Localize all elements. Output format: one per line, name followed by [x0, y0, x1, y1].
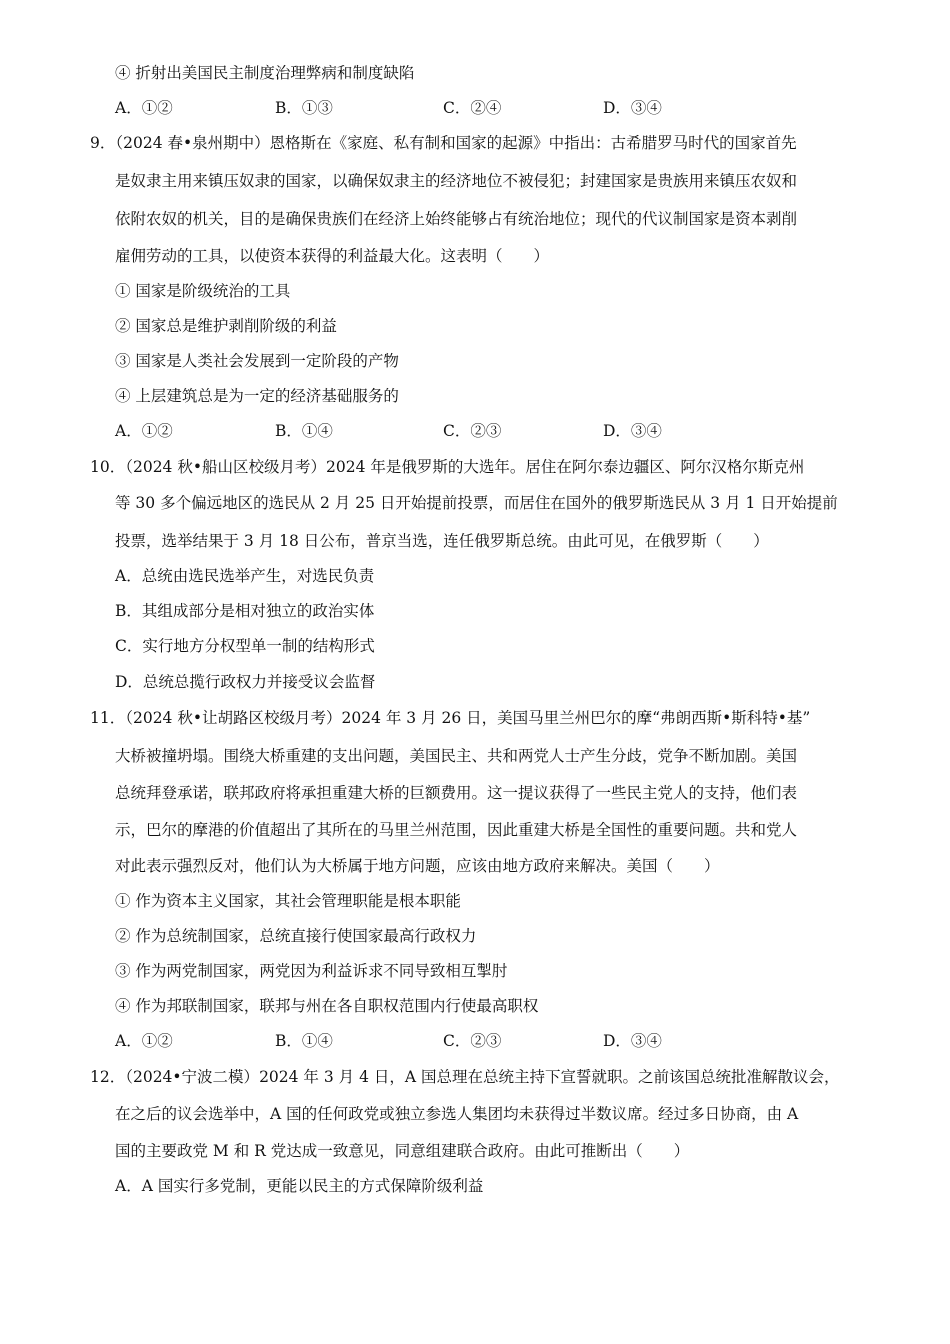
q9-option-b[interactable]: B．①④ [275, 422, 333, 440]
q8-option-d[interactable]: D．③④ [603, 99, 662, 117]
q10-stem-line-1: 10．（2024 秋•船山区校级月考）2024 年是俄罗斯的大选年。居住在阿尔泰边疆区、阿尔汉格尔斯克州 [90, 458, 805, 476]
q9-stem-line-4: 雇佣劳动的工具，以使资本获得的利益最大化。这表明（ ） [115, 247, 550, 265]
q9-item-4: ④ 上层建筑总是为一定的经济基础服务的 [115, 387, 399, 405]
q9-stem-line-2: 是奴隶主用来镇压奴隶的国家，以确保奴隶主的经济地位不被侵犯；封建国家是贵族用来镇压农奴和 [115, 172, 798, 190]
q10-stem-line-3: 投票，选举结果于 3 月 18 日公布，普京当选，连任俄罗斯总统。由此可见，在俄罗斯（ ） [115, 532, 769, 550]
q10-option-c[interactable]: C．实行地方分权型单一制的结构形式 [115, 637, 375, 655]
q10-option-d[interactable]: D．总统总揽行政权力并接受议会监督 [115, 673, 376, 691]
q11-stem-line-5: 对此表示强烈反对，他们认为大桥属于地方问题，应该由地方政府来解决。美国（ ） [115, 857, 720, 875]
q12-stem-line-3: 国的主要政党 M 和 R 党达成一致意见，同意组建联合政府。由此可推断出（ ） [115, 1142, 690, 1160]
q9-item-2: ② 国家总是维护剥削阶级的利益 [115, 317, 337, 335]
q11-option-b[interactable]: B．①④ [275, 1032, 333, 1050]
q11-stem-line-4: 示，巴尔的摩港的价值超出了其所在的马里兰州范围，因此重建大桥是全国性的重要问题。共和党人 [115, 821, 798, 839]
q12-option-a[interactable]: A．A 国实行多党制，更能以民主的方式保障阶级利益 [115, 1177, 484, 1195]
q11-item-3: ③ 作为两党制国家，两党因为利益诉求不同导致相互掣肘 [115, 962, 508, 980]
q12-stem-line-1: 12．（2024•宁波二模）2024 年 3 月 4 日，A 国总理在总统主持下宣誓就职。之前该国总统批准解散议会， [90, 1068, 840, 1086]
q8-option-b[interactable]: B．①③ [275, 99, 333, 117]
q11-option-a[interactable]: A．①② [115, 1032, 173, 1050]
q12-stem-line-2: 在之后的议会选举中，A 国的任何政党或独立参选人集团均未获得过半数议席。经过多日协商，由 A [115, 1105, 799, 1123]
q11-item-4: ④ 作为邦联制国家，联邦与州在各自职权范围内行使最高职权 [115, 997, 539, 1015]
q9-option-d[interactable]: D．③④ [603, 422, 662, 440]
q11-stem-line-3: 总统拜登承诺，联邦政府将承担重建大桥的巨额费用。这一提议获得了一些民主党人的支持，他们表 [115, 784, 798, 802]
q10-option-b[interactable]: B．其组成部分是相对独立的政治实体 [115, 602, 375, 620]
q11-option-c[interactable]: C．②③ [443, 1032, 502, 1050]
q8-option-c[interactable]: C．②④ [443, 99, 502, 117]
q8-item-4: ④ 折射出美国民主制度治理弊病和制度缺陷 [115, 64, 415, 82]
q11-item-1: ① 作为资本主义国家，其社会管理职能是根本职能 [115, 892, 461, 910]
q9-item-1: ① 国家是阶级统治的工具 [115, 282, 291, 300]
q9-option-c[interactable]: C．②③ [443, 422, 502, 440]
q11-stem-line-1: 11．（2024 秋•让胡路区校级月考）2024 年 3 月 26 日，美国马里兰州巴尔的摩“弗朗西斯•斯科特•基” [90, 709, 811, 727]
q10-stem-line-2: 等 30 多个偏远地区的选民从 2 月 25 日开始提前投票，而居住在国外的俄罗斯选民从 3 月 1 日开始提前 [115, 494, 838, 512]
q10-option-a[interactable]: A．总统由选民选举产生，对选民负责 [115, 567, 375, 585]
q11-stem-line-2: 大桥被撞坍塌。围绕大桥重建的支出问题，美国民主、共和两党人士产生分歧，党争不断加剧。美国 [115, 747, 798, 765]
q9-option-a[interactable]: A．①② [115, 422, 173, 440]
q9-stem-line-3: 依附农奴的机关，目的是确保贵族们在经济上始终能够占有统治地位；现代的代议制国家是资本剥削 [115, 210, 798, 228]
q11-option-d[interactable]: D．③④ [603, 1032, 662, 1050]
q9-item-3: ③ 国家是人类社会发展到一定阶段的产物 [115, 352, 399, 370]
q9-stem-line-1: 9．（2024 春•泉州期中）恩格斯在《家庭、私有制和国家的起源》中指出：古希腊罗马时代的国家首先 [90, 134, 797, 152]
q8-option-a[interactable]: A．①② [115, 99, 173, 117]
q11-item-2: ② 作为总统制国家，总统直接行使国家最高行政权力 [115, 927, 477, 945]
